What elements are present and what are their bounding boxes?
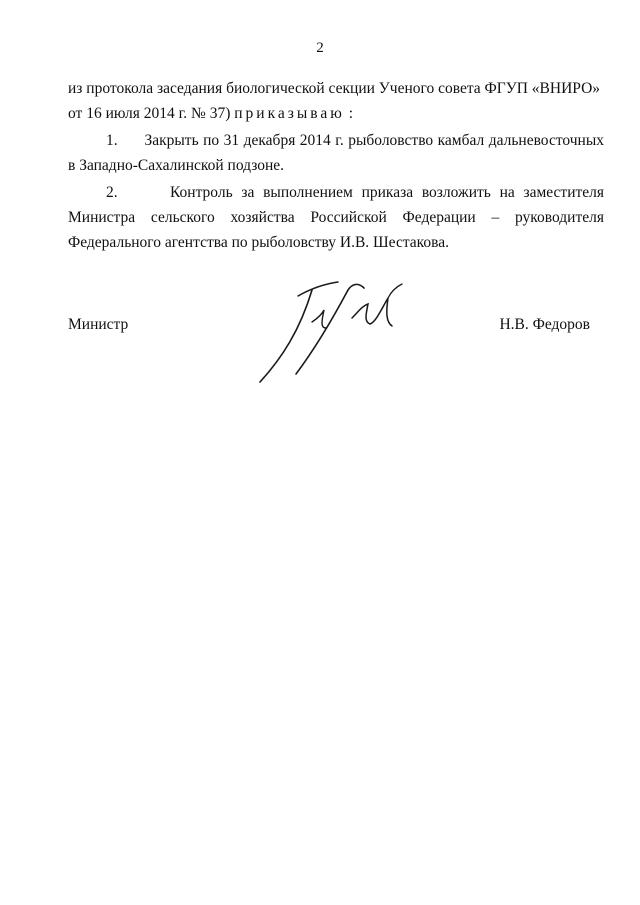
order-word: приказываю	[234, 105, 345, 122]
order-item-1	[68, 128, 604, 178]
order-item-2-number: 2.	[106, 184, 118, 201]
order-item-1-text: Закрыть по 31 декабря 2014 г. рыболовство камбал дальневосточных в Западно-Сахалинской подзоне.	[68, 132, 604, 174]
signatory-name: Н.В. Федоров	[499, 316, 590, 333]
intro-line-1: из протокола заседания биологической секции Ученого совета ФГУП «ВНИРО»	[68, 80, 601, 97]
order-item-2	[68, 180, 604, 255]
page-number: 2	[316, 40, 324, 56]
intro-line-2	[68, 101, 604, 126]
order-item-1-number: 1.	[106, 132, 118, 149]
intro-line-2-end: :	[344, 105, 354, 122]
order-item-2-text: Контроль за выполнением приказа возложить на заместителя Министра сельского хозяйства Российской Федерации – руководителя Федерального агентства по рыболовству И.В. Шестакова.	[68, 184, 605, 251]
signatory-title: Министр	[68, 316, 129, 333]
handwritten-signature	[252, 278, 412, 388]
intro-line-2-start: от 16 июля 2014 г. № 37)	[68, 105, 235, 122]
document-body	[68, 76, 604, 255]
